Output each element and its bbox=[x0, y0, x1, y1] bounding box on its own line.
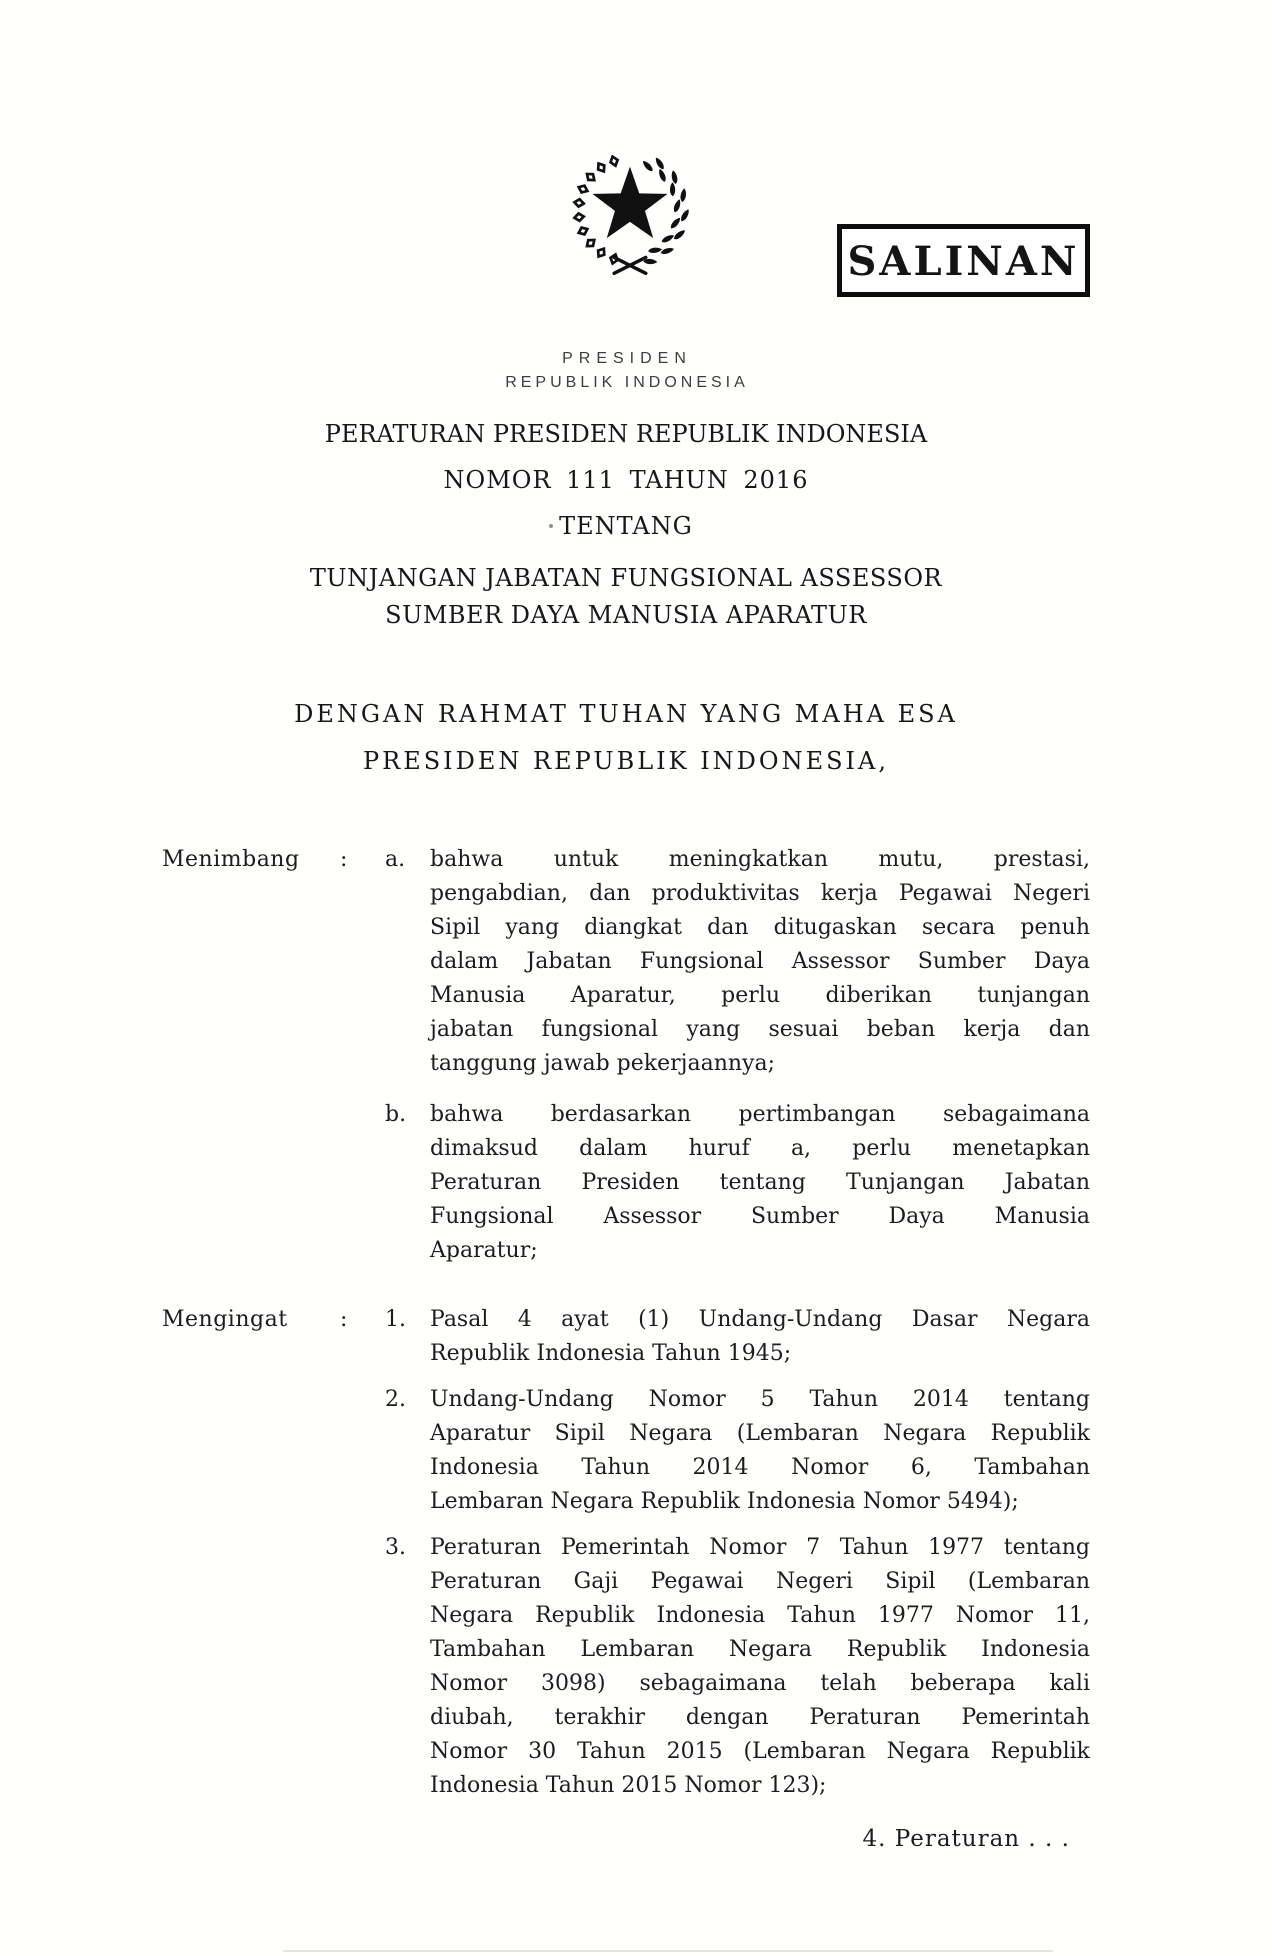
clause-text bbox=[430, 1383, 1090, 1519]
invocation-line: DENGAN RAHMAT TUHAN YANG MAHA ESA bbox=[294, 700, 958, 728]
clause-line: Aparatur Sipil Negara (Lembaran Negara Republik bbox=[430, 1421, 1090, 1446]
clause-line: dimaksud dalam huruf a, perlu menetapkan bbox=[430, 1136, 1090, 1161]
mengingat-colon: : bbox=[340, 1307, 348, 1332]
clause-line: diubah, terakhir dengan Peraturan Pemerintah bbox=[430, 1705, 1090, 1730]
regulation-title: PERATURAN PRESIDEN REPUBLIK INDONESIA bbox=[324, 420, 928, 448]
salinan-stamp-box bbox=[837, 224, 1090, 297]
clause-line: Republik Indonesia Tahun 1945; bbox=[430, 1341, 792, 1366]
clause-line: dalam Jabatan Fungsional Assessor Sumber Daya bbox=[430, 949, 1090, 974]
issuer-line: PRESIDEN REPUBLIK INDONESIA, bbox=[362, 747, 889, 775]
clause-line: jabatan fungsional yang sesuai beban kerja dan bbox=[430, 1017, 1090, 1042]
legal_basis-item-1 bbox=[385, 1303, 1090, 1371]
clause-text bbox=[430, 843, 1090, 1081]
clause-line: Peraturan Presiden tentang Tunjangan Jabatan bbox=[430, 1170, 1090, 1195]
clause-marker: a. bbox=[385, 847, 406, 872]
clause-line: Tambahan Lembaran Negara Republik Indonesia bbox=[430, 1637, 1090, 1662]
clause-line: Indonesia Tahun 2014 Nomor 6, Tambahan bbox=[430, 1455, 1090, 1480]
page-catchword: 4. Peraturan . . . bbox=[862, 1826, 1070, 1852]
presidential-seal-icon bbox=[543, 150, 711, 278]
clause-marker: 1. bbox=[385, 1307, 406, 1332]
subject-line1: TUNJANGAN JABATAN FUNGSIONAL ASSESSOR bbox=[309, 564, 943, 592]
clause-line: Manusia Aparatur, perlu diberikan tunjangan bbox=[430, 983, 1090, 1008]
clause-line: Nomor 30 Tahun 2015 (Lembaran Negara Republik bbox=[430, 1739, 1090, 1764]
mengingat-label: Mengingat bbox=[162, 1307, 288, 1332]
clause-marker: 2. bbox=[385, 1387, 406, 1412]
clause-line: Indonesia Tahun 2015 Nomor 123); bbox=[430, 1773, 827, 1798]
clause-line: bahwa berdasarkan pertimbangan sebagaimana bbox=[430, 1102, 1090, 1127]
tentang-label: TENTANG bbox=[559, 512, 693, 540]
clause-line: Negara Republik Indonesia Tahun 1977 Nomor 11, bbox=[430, 1603, 1090, 1628]
clause-line: Nomor 3098) sebagaimana telah beberapa kali bbox=[430, 1671, 1090, 1696]
regulation-number: NOMOR 111 TAHUN 2016 bbox=[443, 466, 809, 494]
clause-marker: b. bbox=[385, 1102, 407, 1127]
clause-line: Lembaran Negara Republik Indonesia Nomor 5494); bbox=[430, 1489, 1019, 1514]
scan-edge-artifact bbox=[283, 1950, 1053, 1952]
clause-text bbox=[430, 1531, 1090, 1803]
menimbang-label: Menimbang bbox=[162, 847, 300, 872]
clause-line: Sipil yang diangkat dan ditugaskan secara penuh bbox=[430, 915, 1090, 940]
salinan-stamp-label: SALINAN bbox=[847, 237, 1080, 285]
menimbang-items bbox=[385, 843, 1090, 1285]
legal_basis-item-3 bbox=[385, 1531, 1090, 1803]
subject-line2: SUMBER DAYA MANUSIA APARATUR bbox=[385, 601, 867, 629]
clause-line: pengabdian, dan produktivitas kerja Pegawai Negeri bbox=[430, 881, 1090, 906]
clause-line: Fungsional Assessor Sumber Daya Manusia bbox=[430, 1204, 1090, 1229]
clause-line: Aparatur; bbox=[430, 1238, 538, 1263]
legal_basis-item-2 bbox=[385, 1383, 1090, 1519]
clause-line: bahwa untuk meningkatkan mutu, prestasi, bbox=[430, 847, 1090, 872]
clause-line: Peraturan Gaji Pegawai Negeri Sipil (Lembaran bbox=[430, 1569, 1090, 1594]
scan-noise-dot bbox=[549, 524, 553, 528]
mengingat-items bbox=[385, 1303, 1090, 1815]
clause-line: Pasal 4 ayat (1) Undang-Undang Dasar Negara bbox=[430, 1307, 1090, 1332]
clause-marker: 3. bbox=[385, 1535, 406, 1560]
clause-text bbox=[430, 1098, 1090, 1268]
menimbang-colon: : bbox=[340, 847, 348, 872]
letterhead-line1: PRESIDEN bbox=[562, 350, 692, 367]
considerations-item-a bbox=[385, 843, 1090, 1081]
star-icon bbox=[592, 167, 667, 239]
clause-line: Undang-Undang Nomor 5 Tahun 2014 tentang bbox=[430, 1387, 1090, 1412]
letterhead bbox=[427, 347, 827, 395]
clause-line: Peraturan Pemerintah Nomor 7 Tahun 1977 tentang bbox=[430, 1535, 1090, 1560]
clause-text bbox=[430, 1303, 1090, 1371]
letterhead-line2: REPUBLIK INDONESIA bbox=[505, 374, 749, 391]
clause-line: tanggung jawab pekerjaannya; bbox=[430, 1051, 775, 1076]
considerations-item-b bbox=[385, 1098, 1090, 1268]
